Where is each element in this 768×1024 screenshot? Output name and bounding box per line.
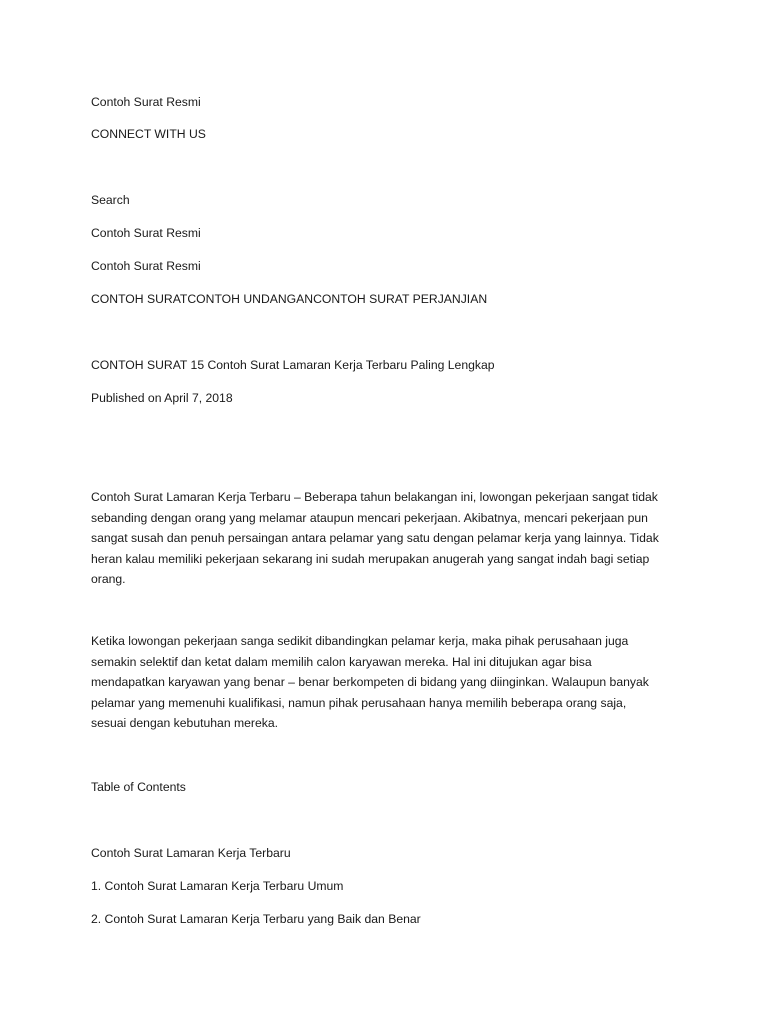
toc-item: Contoh Surat Lamaran Kerja Terbaru — [91, 846, 291, 860]
nav-categories: CONTOH SURATCONTOH UNDANGANCONTOH SURAT PERJANJIAN — [91, 292, 488, 306]
paragraph-line: sebanding dengan orang yang melamar ataupun mencari pekerjaan. Akibatnya, mencari pekerjaan pun — [91, 510, 648, 525]
paragraph-line: orang. — [91, 572, 126, 587]
connect-label: CONNECT WITH US — [91, 127, 206, 141]
toc-item: 1. Contoh Surat Lamaran Kerja Terbaru Umum — [91, 879, 344, 893]
paragraph-line: sangat susah dan penuh persaingan antara pelamar yang satu dengan pelamar kerja yang lainnya. Tidak — [91, 531, 659, 546]
site-title-2: Contoh Surat Resmi — [91, 226, 201, 240]
paragraph-line: semakin selektif dan ketat dalam memilih calon karyawan mereka. Hal ini ditujukan agar bisa — [91, 654, 592, 669]
toc-item: 2. Contoh Surat Lamaran Kerja Terbaru yang Baik dan Benar — [91, 912, 421, 926]
toc-label: Table of Contents — [91, 780, 186, 794]
site-title-3: Contoh Surat Resmi — [91, 259, 201, 273]
paragraph-line: mendapatkan karyawan yang benar – benar berkompeten di bidang yang diinginkan. Walaupun banyak — [91, 675, 649, 690]
article-heading: CONTOH SURAT 15 Contoh Surat Lamaran Kerja Terbaru Paling Lengkap — [91, 358, 495, 372]
paragraph-line: heran kalau memiliki pekerjaan sekarang ini sudah merupakan anugerah yang sangat indah bagi setiap — [91, 551, 650, 566]
site-title-top: Contoh Surat Resmi — [91, 95, 201, 109]
paragraph-line: pelamar yang memenuhi kualifikasi, namun pihak perusahaan hanya memilih beberapa orang saja, — [91, 695, 627, 710]
paragraph-line: Ketika lowongan pekerjaan sanga sedikit dibandingkan pelamar kerja, maka pihak perusahaan juga — [91, 634, 629, 648]
published-date: Published on April 7, 2018 — [91, 391, 233, 405]
article-paragraph-2 — [91, 631, 691, 734]
paragraph-line: sesuai dengan kebutuhan mereka. — [91, 716, 279, 731]
article-paragraph-1 — [91, 487, 691, 590]
paragraph-line: Contoh Surat Lamaran Kerja Terbaru – Beberapa tahun belakangan ini, lowongan pekerjaan sangat tidak — [91, 490, 658, 504]
search-label: Search — [91, 193, 130, 207]
